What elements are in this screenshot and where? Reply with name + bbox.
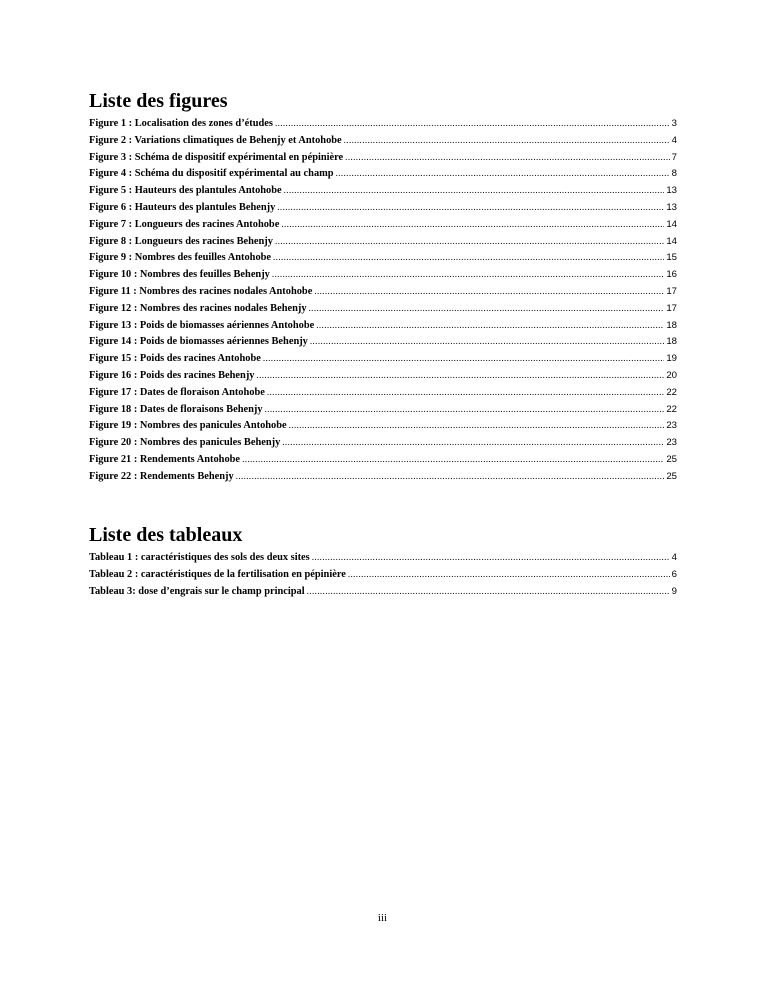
figure-entry[interactable] — [89, 417, 677, 434]
figure-entry[interactable] — [89, 266, 677, 283]
figure-entry[interactable] — [89, 384, 677, 401]
figure-entry-page-number: 19 — [666, 353, 677, 365]
figure-entry[interactable] — [89, 199, 677, 216]
figure-entry-title: Figure 4 : Schéma du dispositif expérimental au champ — [89, 168, 334, 180]
dot-leader — [348, 566, 670, 583]
figure-entry[interactable] — [89, 132, 677, 149]
dot-leader — [236, 468, 665, 485]
figure-entry[interactable] — [89, 350, 677, 367]
figure-entry-title: Figure 1 : Localisation des zones d’études — [89, 118, 273, 129]
figure-entry-page-number: 18 — [666, 319, 677, 331]
figure-entry-page-number: 25 — [666, 470, 677, 482]
dot-leader — [344, 132, 670, 149]
dot-leader — [309, 300, 665, 317]
figure-entry[interactable] — [89, 367, 677, 384]
figure-entry-title: Figure 16 : Poids des racines Behenjy — [89, 369, 255, 381]
table-entry-title: Tableau 3: dose d’engrais sur le champ principal — [89, 585, 305, 597]
figure-entry-page-number: 23 — [666, 437, 677, 449]
figure-entry-title: Figure 18 : Dates de floraisons Behenjy — [89, 403, 263, 415]
dot-leader — [277, 199, 664, 216]
figure-entry-title: Figure 19 : Nombres des panicules Antohobe — [89, 420, 287, 432]
dot-leader — [256, 367, 664, 384]
figure-entry-title: Figure 21 : Rendements Antohobe — [89, 453, 241, 465]
figure-entry[interactable] — [89, 300, 677, 317]
figure-entry[interactable] — [89, 333, 677, 350]
figure-entry-title: Figure 7 : Longueurs des racines Antohobe — [89, 218, 280, 230]
list-of-tables-heading: Liste des tableaux — [89, 524, 243, 546]
figure-entry[interactable] — [89, 216, 677, 233]
figure-entry-page-number: 18 — [666, 336, 677, 348]
figure-entry-page-number: 17 — [666, 285, 677, 297]
figure-entry-title: Figure 8 : Longueurs des racines Behenjy — [89, 235, 273, 247]
figure-entry[interactable] — [89, 401, 677, 418]
table-entry-title: Tableau 1 : caractéristiques des sols des deux sites — [89, 552, 310, 563]
dot-leader — [284, 182, 665, 199]
figure-entry[interactable] — [89, 468, 677, 485]
dot-leader — [289, 417, 665, 434]
figure-entry-page-number: 15 — [666, 252, 677, 264]
figure-entry-page-number: 13 — [666, 201, 677, 213]
figure-entry[interactable] — [89, 165, 677, 182]
figure-entry-title: Figure 2 : Variations climatiques de Behenjy et Antohobe — [89, 134, 342, 146]
page-number: iii — [377, 912, 388, 924]
figure-entry[interactable] — [89, 283, 677, 300]
table-entry-title: Tableau 2 : caractéristiques de la fertilisation en pépinière — [89, 568, 346, 580]
table-entry-page-number: 9 — [671, 585, 677, 597]
table-entry-page-number: 4 — [671, 552, 677, 563]
table-entry[interactable] — [89, 549, 677, 566]
list-of-figures — [89, 115, 677, 485]
figure-entry-title: Figure 13 : Poids de biomasses aériennes Antohobe — [89, 319, 315, 331]
dot-leader — [275, 233, 664, 250]
figure-entry-page-number: 7 — [671, 151, 677, 163]
figure-entry-title: Figure 12 : Nombres des racines nodales Behenjy — [89, 302, 307, 314]
figure-entry-title: Figure 15 : Poids des racines Antohobe — [89, 353, 261, 365]
dot-leader — [310, 333, 664, 350]
list-of-figures-heading: Liste des figures — [89, 90, 228, 112]
dot-leader — [281, 216, 664, 233]
table-entry[interactable] — [89, 566, 677, 583]
figure-entry-page-number: 16 — [666, 269, 677, 281]
figure-entry[interactable] — [89, 317, 677, 334]
dot-leader — [336, 165, 670, 182]
figure-entry-page-number: 14 — [666, 235, 677, 247]
figure-entry-page-number: 25 — [666, 453, 677, 465]
figure-entry-title: Figure 17 : Dates de floraison Antohobe — [89, 386, 265, 398]
figure-entry-page-number: 20 — [666, 369, 677, 381]
dot-leader — [312, 549, 670, 566]
dot-leader — [263, 350, 664, 367]
dot-leader — [267, 384, 664, 401]
figure-entry-page-number: 22 — [666, 386, 677, 398]
figure-entry-page-number: 3 — [671, 118, 677, 129]
figure-entry-title: Figure 22 : Rendements Behenjy — [89, 470, 234, 482]
dot-leader — [275, 115, 670, 132]
figure-entry[interactable] — [89, 149, 677, 166]
dot-leader — [314, 283, 664, 300]
figure-entry-page-number: 4 — [671, 134, 677, 146]
figure-entry-page-number: 23 — [666, 420, 677, 432]
figure-entry[interactable] — [89, 451, 677, 468]
figure-entry[interactable] — [89, 249, 677, 266]
figure-entry[interactable] — [89, 115, 677, 132]
figure-entry-title: Figure 20 : Nombres des panicules Behenjy — [89, 437, 281, 449]
table-entry[interactable] — [89, 583, 677, 600]
list-of-tables — [89, 549, 677, 599]
list-of-tables-section — [89, 524, 677, 599]
dot-leader — [272, 266, 664, 283]
dot-leader — [316, 317, 664, 334]
figure-entry-page-number: 22 — [666, 403, 677, 415]
figure-entry[interactable] — [89, 182, 677, 199]
dot-leader — [242, 451, 664, 468]
figure-entry-page-number: 8 — [671, 168, 677, 180]
dot-leader — [273, 249, 664, 266]
figure-entry-title: Figure 14 : Poids de biomasses aériennes Behenjy — [89, 336, 308, 348]
figure-entry-title: Figure 10 : Nombres des feuilles Behenjy — [89, 269, 270, 281]
figure-entry-page-number: 13 — [666, 185, 677, 197]
list-of-figures-section — [89, 90, 677, 485]
figure-entry-page-number: 14 — [666, 218, 677, 230]
figure-entry[interactable] — [89, 233, 677, 250]
dot-leader — [265, 401, 665, 418]
dot-leader — [345, 149, 669, 166]
figure-entry-title: Figure 9 : Nombres des feuilles Antohobe — [89, 252, 272, 264]
figure-entry-title: Figure 11 : Nombres des racines nodales Antohobe — [89, 285, 313, 297]
figure-entry-title: Figure 3 : Schéma de dispositif expérimental en pépinière — [89, 151, 344, 163]
figure-entry-page-number: 17 — [666, 302, 677, 314]
dot-leader — [307, 583, 670, 600]
figure-entry[interactable] — [89, 434, 677, 451]
figure-entry-title: Figure 5 : Hauteurs des plantules Antohobe — [89, 185, 282, 197]
table-entry-page-number: 6 — [671, 568, 677, 580]
figure-entry-title: Figure 6 : Hauteurs des plantules Behenjy — [89, 201, 276, 213]
dot-leader — [282, 434, 664, 451]
